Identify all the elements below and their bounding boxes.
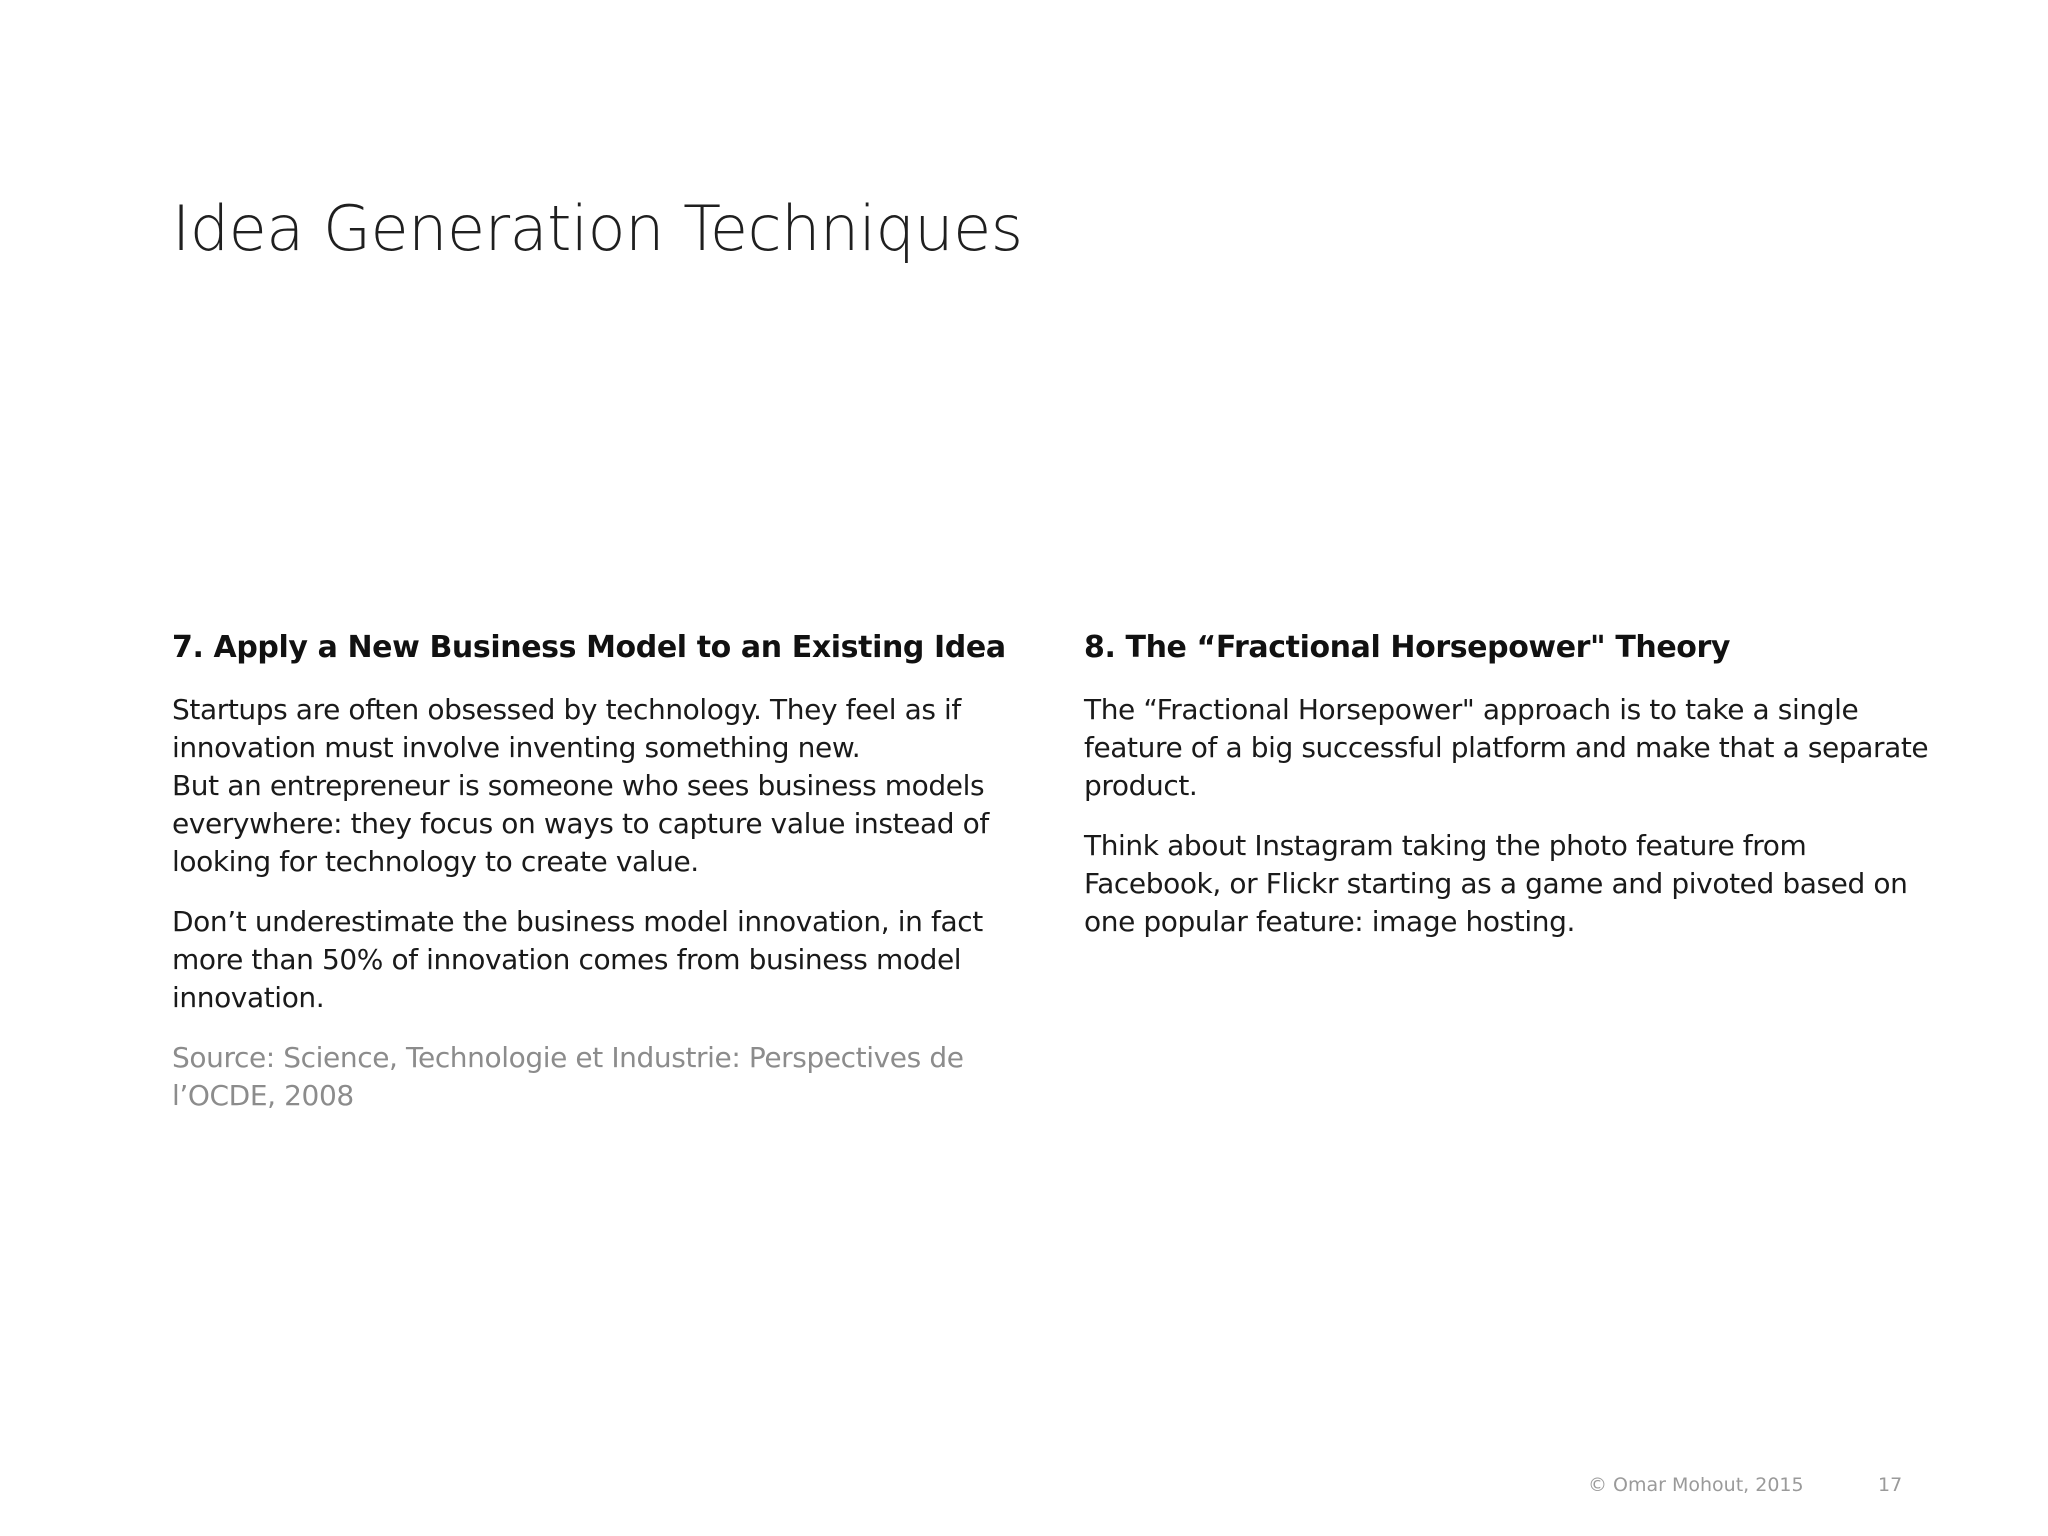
technique-8-heading: 8. The “Fractional Horsepower" Theory: [1084, 630, 1731, 665]
text-line: innovation.: [172, 981, 325, 1014]
text-line: innovation must involve inventing something new.: [172, 731, 861, 764]
text-line: everywhere: they focus on ways to capture value instead of: [172, 807, 989, 840]
technique-7-column: [172, 630, 1006, 1137]
text-line: But an entrepreneur is someone who sees business models: [172, 769, 985, 802]
technique-7-paragraph-2: [172, 903, 983, 1017]
technique-8-column: [1084, 630, 1929, 963]
text-line: Source: Science, Technologie et Industrie: Perspectives de: [172, 1041, 964, 1074]
text-line: more than 50% of innovation comes from business model: [172, 943, 962, 976]
footer-copyright: © Omar Mohout, 2015: [1588, 1474, 1804, 1496]
text-line: l’OCDE, 2008: [172, 1079, 354, 1112]
technique-8-paragraph-2: [1084, 827, 1908, 941]
text-line: Think about Instagram taking the photo feature from: [1084, 829, 1807, 862]
technique-7-heading: 7. Apply a New Business Model to an Existing Idea: [172, 630, 1006, 665]
text-line: product.: [1084, 769, 1198, 802]
text-line: Don’t underestimate the business model innovation, in fact: [172, 905, 983, 938]
text-line: The “Fractional Horsepower" approach is to take a single: [1084, 693, 1859, 726]
source-citation: [172, 1039, 972, 1115]
text-line: one popular feature: image hosting.: [1084, 905, 1575, 938]
page-number: 17: [1878, 1474, 1903, 1496]
technique-8-paragraph-1: [1084, 691, 1929, 805]
text-line: Startups are often obsessed by technology. They feel as if: [172, 693, 961, 726]
slide-title: Idea Generation Techniques: [172, 192, 1023, 265]
technique-7-paragraph-1: [172, 691, 989, 881]
text-line: looking for technology to create value.: [172, 845, 699, 878]
text-line: feature of a big successful platform and make that a separate: [1084, 731, 1929, 764]
text-line: Facebook, or Flickr starting as a game and pivoted based on: [1084, 867, 1908, 900]
